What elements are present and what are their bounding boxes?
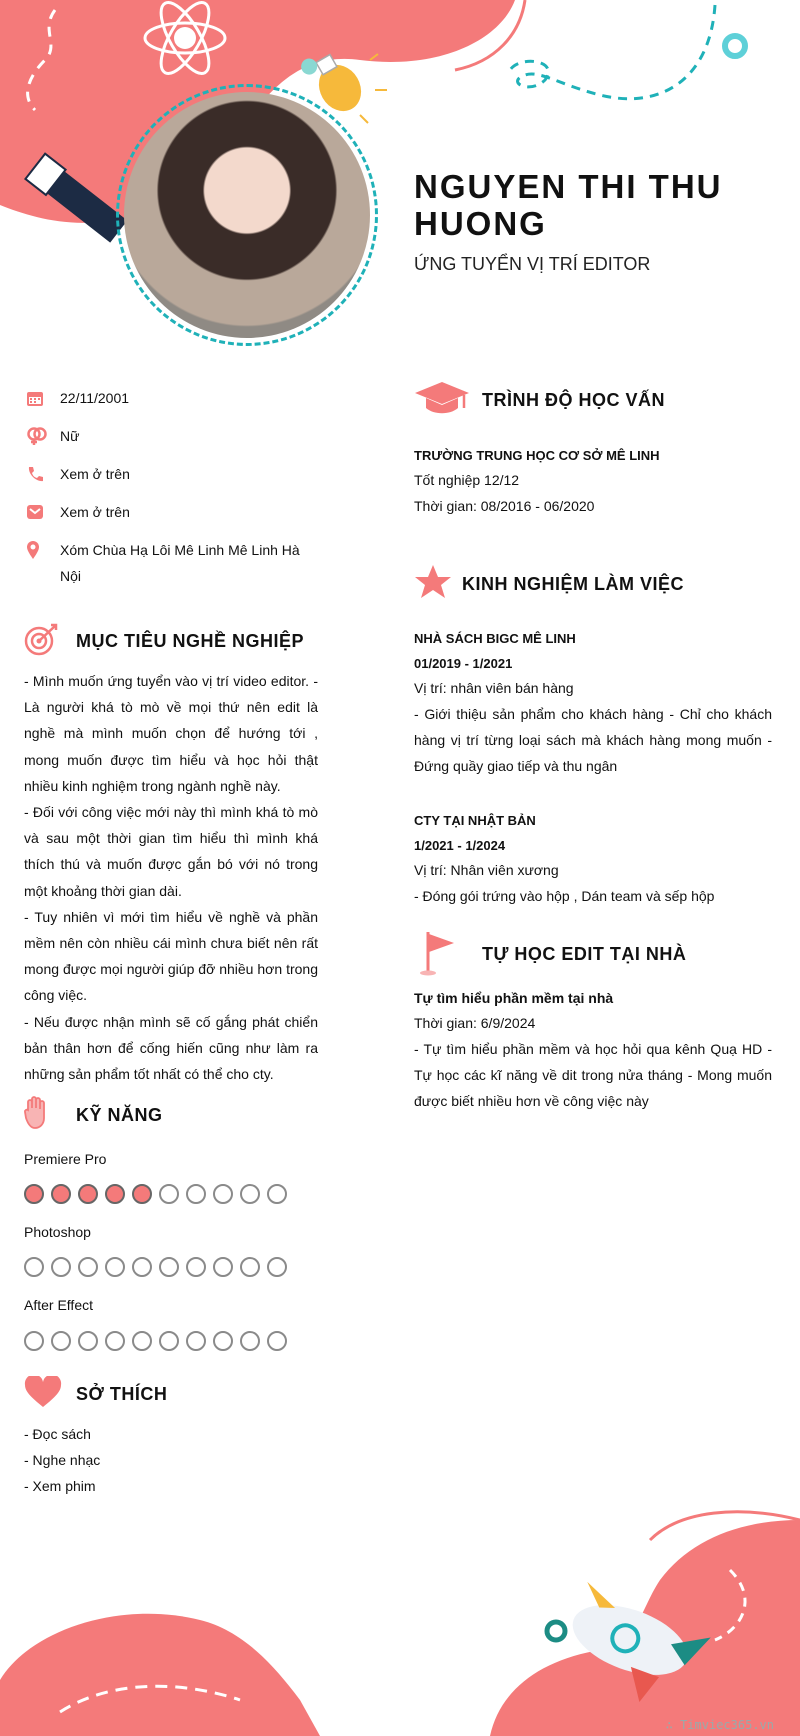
job-position: Vị trí: nhân viên bán hàng (414, 680, 574, 696)
skills-header (24, 1096, 163, 1135)
section-title: KỸ NĂNG (76, 1105, 163, 1125)
rating-dot-empty (267, 1331, 287, 1351)
skill-name: Photoshop (24, 1224, 91, 1240)
rating-dot-empty (267, 1184, 287, 1204)
hand-icon (24, 1096, 76, 1135)
section-title: TỰ HỌC EDIT TẠI NHÀ (482, 944, 687, 964)
avatar (124, 92, 370, 338)
flag-icon (414, 928, 482, 981)
company-name: NHÀ SÁCH BIGC MÊ LINH (414, 631, 576, 646)
calendar-icon (26, 385, 60, 411)
skill-name: After Effect (24, 1297, 93, 1313)
rating-dot-empty (240, 1257, 260, 1277)
rating-dot-empty (186, 1257, 206, 1277)
rating-dot-empty (24, 1331, 44, 1351)
gender-icon (26, 423, 60, 449)
rating-dot-filled (24, 1184, 44, 1204)
contact-birthday (26, 385, 326, 411)
section-title: KINH NGHIỆM LÀM VIỆC (462, 574, 685, 594)
rating-dot-empty (240, 1184, 260, 1204)
company-name: CTY TẠI NHẬT BẢN (414, 813, 536, 828)
job-position: Vị trí: Nhân viên xương (414, 862, 559, 878)
contact-text: Xem ở trên (60, 504, 130, 520)
rating-dot-empty (159, 1331, 179, 1351)
selfstudy-time: Thời gian: 6/9/2024 (414, 1015, 536, 1031)
section-title: SỞ THÍCH (76, 1384, 168, 1404)
selfstudy-header (414, 928, 686, 981)
rating-dot-empty (24, 1257, 44, 1277)
rating-dot-empty (213, 1184, 233, 1204)
education-detail: Tốt nghiệp 12/12 (414, 472, 520, 488)
contact-gender (26, 423, 326, 449)
objective-text: - Mình muốn ứng tuyển vào vị trí video editor. - Là người khá tò mò về mọi thứ nên edit là nghề mà mình muốn chọn để hướng tới , mong muốn được tìm hiểu và học hỏi thật nhiều kinh nghiệm trong ngành nghề này. - Đối với công việc mới này thì mình khá tò mò và sau một thời gian tìm hiểu thì mình khá thích thú và muốn được gắn bó với nó trong một khoảng thời gian dài. - Tuy nhiên vì mới tìm hiểu về nghề và phần mềm nên còn nhiều cái mình chưa biết nên rất mong được mọi người giúp đỡ nhiều hơn trong công việc. - Nếu được nhận mình sẽ cố gắng phát chiển bản thân hơn để cống hiến cũng như làm ra những sản phẩm tốt nhất có thể cho cty. (24, 673, 318, 1083)
rating-dot-empty (78, 1331, 98, 1351)
rating-dot-empty (105, 1331, 125, 1351)
contact-email (26, 499, 326, 525)
skill-rating (24, 1331, 287, 1351)
education-header (414, 380, 665, 421)
rating-dot-empty (132, 1257, 152, 1277)
rating-dot-filled (105, 1184, 125, 1204)
education-period: Thời gian: 08/2016 - 06/2020 (414, 498, 595, 514)
heart-icon (24, 1376, 76, 1413)
selfstudy-heading: Tự tìm hiểu phần mềm tại nhà (414, 990, 614, 1006)
rating-dot-filled (132, 1184, 152, 1204)
applied-position: ỨNG TUYỂN VỊ TRÍ EDITOR (414, 254, 651, 274)
rating-dot-empty (186, 1184, 206, 1204)
location-pin-icon (26, 537, 60, 563)
rating-dot-empty (51, 1331, 71, 1351)
contact-address (26, 537, 326, 589)
skill-rating (24, 1184, 287, 1204)
hobbies-header (24, 1376, 167, 1413)
rating-dot-empty (51, 1257, 71, 1277)
job-period: 1/2021 - 1/2024 (414, 838, 506, 853)
rating-dot-empty (132, 1331, 152, 1351)
target-icon (24, 622, 76, 661)
candidate-name: NGUYEN THI THU HUONG (414, 168, 723, 242)
email-icon (26, 499, 60, 525)
objective-header (24, 622, 304, 661)
skill-rating (24, 1257, 287, 1277)
rating-dot-empty (213, 1257, 233, 1277)
graduation-cap-icon (414, 380, 482, 421)
selfstudy-description: - Tự tìm hiểu phần mềm và học hỏi qua kênh Quạ HD - Tự học các kĩ năng về dit trong nửa tháng - Mong muốn được biết nhiều hơn về công việc này (414, 1041, 772, 1110)
contact-text: 22/11/2001 (60, 390, 130, 406)
hobby-item: - Đọc sách (24, 1426, 91, 1442)
rating-dot-empty (213, 1331, 233, 1351)
job-period: 01/2019 - 1/2021 (414, 656, 513, 671)
skill-name: Premiere Pro (24, 1151, 107, 1167)
rating-dot-empty (186, 1331, 206, 1351)
hobby-item: - Xem phim (24, 1478, 96, 1494)
contact-text: Nữ (60, 428, 80, 444)
rating-dot-empty (267, 1257, 287, 1277)
rating-dot-filled (51, 1184, 71, 1204)
rating-dot-filled (78, 1184, 98, 1204)
rating-dot-empty (159, 1257, 179, 1277)
school-name: TRƯỜNG TRUNG HỌC CƠ SỞ MÊ LINH (414, 448, 660, 463)
contact-text: Xóm Chùa Hạ Lôi Mê Linh Mê Linh Hà Nội (60, 542, 300, 584)
rating-dot-empty (78, 1257, 98, 1277)
rating-dot-empty (240, 1331, 260, 1351)
job-description: - Đóng gói trứng vào hộp , Dán team và sếp hộp (414, 888, 715, 904)
experience-header (414, 564, 684, 605)
footer-watermark: ∴ Timviec365.vn (665, 1718, 774, 1732)
job-description: - Giới thiệu sản phẩm cho khách hàng - Chỉ cho khách hàng vị trí từng loại sách mà khách hàng mong muốn - Đứng quầy giao tiếp và thu ngân (414, 706, 772, 775)
section-title: MỤC TIÊU NGHỀ NGHIỆP (76, 631, 305, 651)
profile-photo (116, 84, 378, 346)
rating-dot-empty (159, 1184, 179, 1204)
hobby-item: - Nghe nhạc (24, 1452, 101, 1468)
phone-icon (26, 461, 60, 487)
section-title: TRÌNH ĐỘ HỌC VẤN (482, 390, 665, 410)
star-icon (414, 564, 462, 605)
rating-dot-empty (105, 1257, 125, 1277)
contact-text: Xem ở trên (60, 466, 130, 482)
contact-phone (26, 461, 326, 487)
